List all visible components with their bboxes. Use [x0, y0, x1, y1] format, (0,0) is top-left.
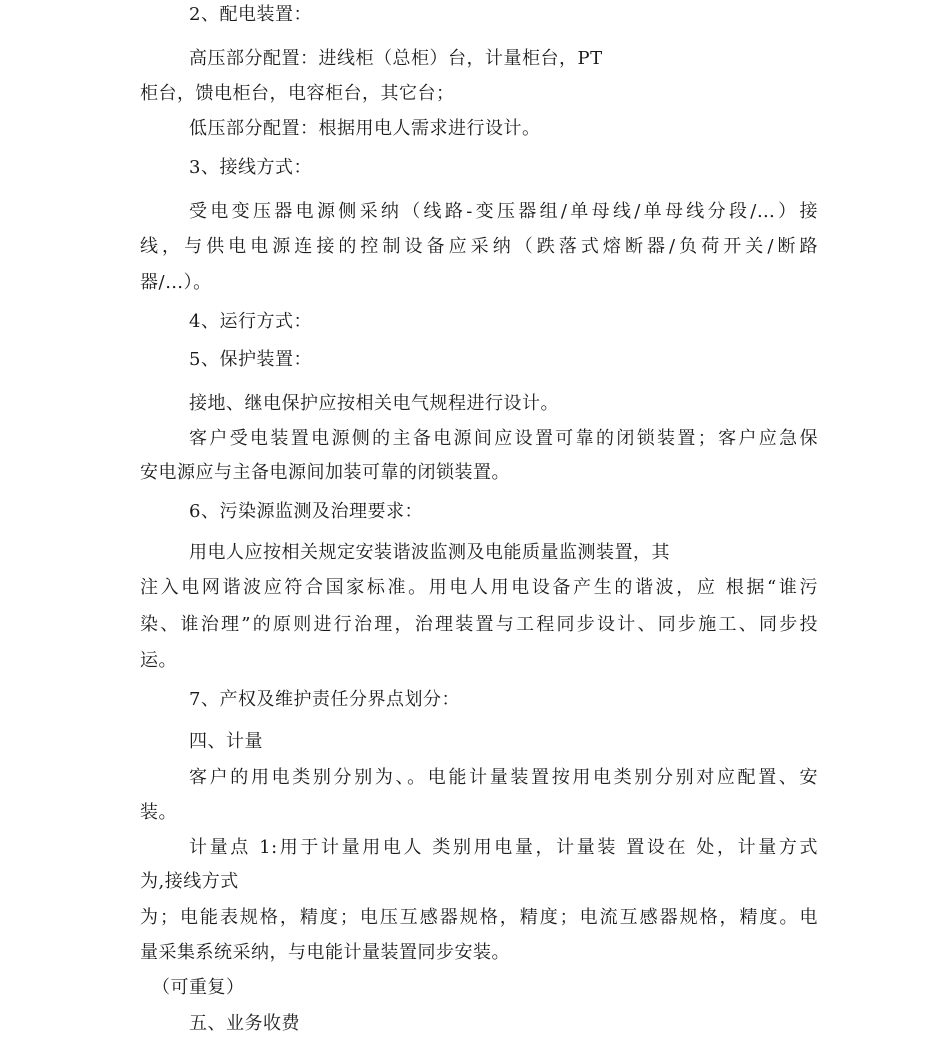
paragraph-line [140, 906, 818, 930]
paragraph-line: 安电源应与主备电源间加装可靠的闭锁装置。 [140, 462, 510, 483]
heading-property-boundary: 7、产权及维护责任分界点划分： [189, 689, 460, 710]
paragraph-line-text: 计量点 1:用于计量用电人 类别用电量，计量装 置设在 处，计量方式 [189, 837, 818, 858]
paragraph-line: 接地、继电保护应按相关电气规程进行设计。 [189, 393, 559, 414]
heading-pollution-monitoring: 6、污染源监测及治理要求： [189, 501, 423, 522]
paragraph-line-text: 染、谁治理”的原则进行治理，治理装置与工程同步设计、同步施工、同步投 [140, 614, 818, 635]
paragraph-line [140, 576, 818, 600]
paragraph-line-text: 线，与供电电源连接的控制设备应采纳（跌落式熔断器/负荷开关/断路 [140, 236, 818, 257]
paragraph-line: 量采集系统采纳，与电能计量装置同步安装。 [140, 942, 510, 963]
paragraph-line [140, 235, 818, 259]
paragraph-line-text: 注入电网谐波应符合国家标准。用电人用电设备产生的谐波，应 根据“谁污 [140, 577, 818, 598]
paragraph-line [189, 427, 818, 451]
paragraph-line: 为,接线方式 [140, 871, 239, 892]
heading-business-fees: 五、业务收费 [189, 1013, 300, 1034]
paragraph-line: 装。 [140, 802, 177, 823]
heading-operation-mode: 4、运行方式： [189, 311, 312, 332]
paragraph-line: 低压部分配置：根据用电人需求进行设计。 [189, 118, 541, 139]
heading-protection-device: 5、保护装置： [189, 349, 312, 370]
paragraph-line [140, 613, 818, 637]
paragraph-line: 柜台，馈电柜台，电容柜台，其它台； [140, 83, 455, 104]
paragraph-line [189, 200, 818, 224]
heading-wiring-method: 3、接线方式： [189, 157, 312, 178]
paragraph-line: 用电人应按相关规定安装谐波监测及电能质量监测装置，其 [189, 542, 670, 563]
heading-metering: 四、计量 [189, 731, 263, 752]
paragraph-line-text: 为；电能表规格，精度；电压互感器规格，精度；电流互感器规格，精度。电 [140, 907, 818, 928]
paragraph-line-text: 受电变压器电源侧采纳（线路-变压器组/单母线/单母线分段/…）接 [189, 201, 818, 222]
heading-distribution-device: 2、配电装置： [189, 4, 312, 25]
note-repeatable: （可重复） [152, 977, 245, 998]
paragraph-line: 器/…）。 [140, 272, 212, 293]
paragraph-line-text: 客户的用电类别分别为、。电能计量装置按用电类别分别对应配置、安 [189, 767, 818, 788]
paragraph-line: 高压部分配置：进线柜（总柜）台，计量柜台，PT [189, 48, 603, 69]
paragraph-line-text: 客户受电装置电源侧的主备电源间应设置可靠的闭锁装置；客户应急保 [189, 428, 818, 449]
paragraph-line [189, 766, 818, 790]
paragraph-line [189, 836, 818, 860]
paragraph-line: 运。 [140, 650, 177, 671]
